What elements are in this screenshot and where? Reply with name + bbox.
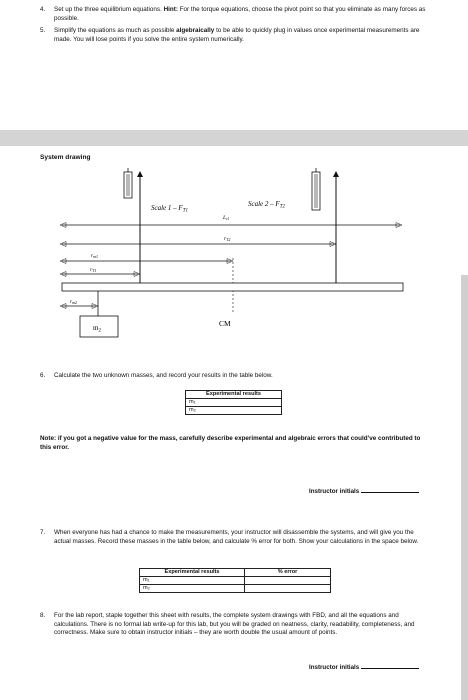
table1-row-m2[interactable]: m₂: [186, 407, 282, 415]
experimental-error-table: [139, 568, 331, 593]
experimental-results-table: [185, 390, 282, 415]
page-separator: [0, 130, 468, 146]
meter-stick: [62, 283, 403, 291]
m2-label: $m_2$: [93, 324, 101, 334]
q7-number: 7.: [40, 529, 46, 536]
note-text: Note: if you got a negative value for the mass, carefully describe experimental and algebraic errors that could’ve contributed to this error.: [40, 435, 421, 451]
q5-post: to be able to quickly plug in values once experimental measurements are made. You will lose points if you solve the entire system numerically.: [54, 27, 420, 43]
scale-1-icon: [124, 168, 132, 198]
lcl-label: Lcl: [223, 215, 229, 221]
table2-header-error: % error: [245, 569, 331, 577]
scale-2-icon: [312, 168, 320, 210]
q7-text: When everyone has had a chance to make the measurements, your instructor will disassemble the systems, and will give you the actual masses. Record these masses in the table below, and calculate % error for both. Show your calculations in the space below.: [54, 529, 419, 545]
table2-row-m1[interactable]: m₁: [140, 577, 245, 585]
q5-text: [54, 27, 429, 44]
table2-row-m1-error[interactable]: [245, 577, 331, 585]
rm1-left-label: rm1: [91, 253, 99, 259]
instructor-initials-line-2[interactable]: [361, 662, 419, 669]
q5-pre: Simplify the equations as much as possible: [54, 27, 175, 34]
m2-box: [80, 316, 118, 337]
q4-text: [54, 6, 429, 23]
q4-rest: For the torque equations, choose the pivot point so that you eliminate as many forces as possible.: [54, 6, 426, 22]
q4-number: 4.: [40, 6, 46, 13]
q6-text: Calculate the two unknown masses, and record your results in the table below.: [54, 372, 273, 379]
rm2-label: rm2: [70, 299, 78, 305]
table1-header: Experimental results: [186, 391, 282, 399]
q4-hint-label: Hint:: [163, 6, 178, 13]
q5-number: 5.: [40, 27, 46, 34]
scale-1-label: Scale $1 - F_{T1}$: [151, 204, 188, 214]
table2-header-results: Experimental results: [140, 569, 245, 577]
scale-2-label: Scale $2 - F_{T2}$: [248, 200, 285, 210]
q4-lead: Set up the three equilibrium equations.: [54, 6, 162, 13]
instructor-initials-1: [309, 486, 419, 495]
instructor-initials-label-2: Instructor initials: [309, 664, 360, 671]
cm-label: CM: [219, 319, 231, 328]
table2-row-m2[interactable]: m₂: [140, 585, 245, 593]
instructor-initials-label: Instructor initials: [309, 488, 360, 495]
table1-row-m1[interactable]: m₁: [186, 399, 282, 407]
instructor-initials-2: [309, 662, 419, 671]
system-diagram: [0, 160, 468, 340]
instructor-initials-line[interactable]: [361, 486, 419, 493]
q6-number: 6.: [40, 372, 46, 379]
table2-row-m2-error[interactable]: [245, 585, 331, 593]
q5-bold: algebraically: [176, 27, 215, 34]
q8-number: 8.: [40, 612, 46, 619]
system-drawing-title: System drawing: [40, 154, 91, 161]
q8-text: For the lab report, staple together this sheet with results, the complete system drawings with FBD, and all the equations and calculations. There is no formal lab write-up for this lab, but you will be graded on neatness, clarity, readability, completeness, and correctness. Make sure to obtain instructor initials – they are worth double the usual amount of points.: [54, 612, 415, 637]
rt2-label: rT2: [224, 236, 231, 242]
rt1-label: rT1: [90, 267, 97, 273]
